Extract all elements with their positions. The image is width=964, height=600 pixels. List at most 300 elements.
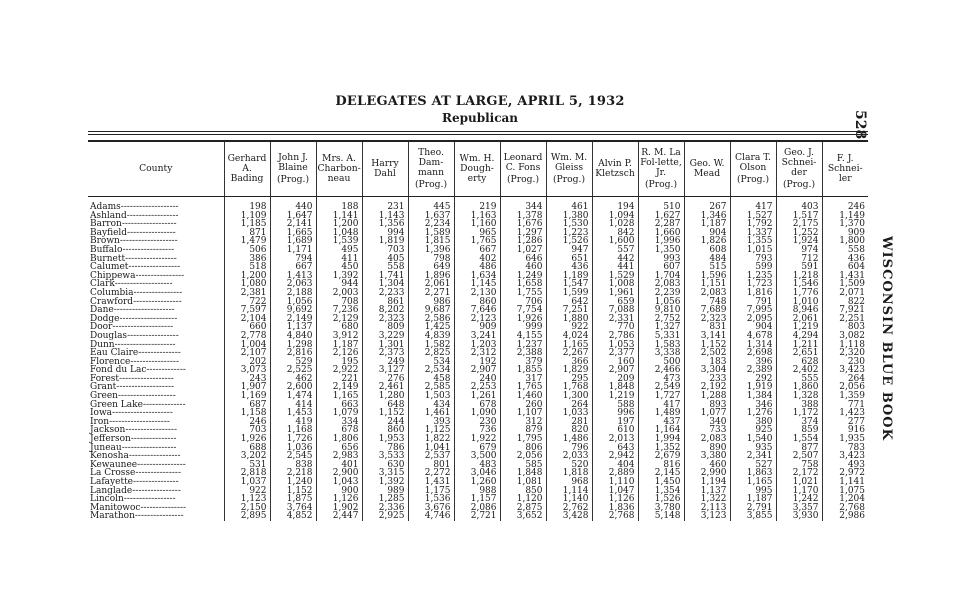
vote-count-cell: 520: [546, 461, 592, 470]
vote-count-cell: 610: [592, 426, 638, 435]
vote-count-cell: 1,107: [500, 409, 546, 418]
vote-count-cell: 994: [362, 229, 408, 238]
vote-count-cell: 4,024: [546, 332, 592, 341]
vote-count-cell: 1,237: [500, 341, 546, 350]
vote-count-cell: 1,795: [500, 435, 546, 444]
vote-count-cell: 1,627: [638, 212, 684, 221]
vote-count-cell: 8,946: [776, 306, 822, 315]
dot-leader: -----------------: [122, 244, 175, 255]
vote-count-cell: 3,123: [684, 512, 730, 521]
vote-count-cell: 1,503: [408, 392, 454, 401]
vote-count-cell: 974: [776, 246, 822, 255]
vote-count-cell: 493: [822, 461, 868, 470]
vote-count-cell: 2,907: [592, 366, 638, 375]
vote-count-cell: 7,597: [224, 306, 270, 315]
vote-count-cell: 230: [822, 358, 868, 367]
vote-count-cell: 221: [316, 375, 362, 384]
vote-count-cell: 861: [362, 298, 408, 307]
vote-count-cell: 4,678: [730, 332, 776, 341]
vote-count-cell: 2,778: [224, 332, 270, 341]
vote-count-cell: 419: [270, 418, 316, 427]
county-label: Adams: [90, 202, 121, 212]
vote-count-cell: 2,585: [408, 383, 454, 392]
vote-count-cell: 2,762: [546, 504, 592, 513]
vote-count-cell: 1,600: [592, 237, 638, 246]
vote-count-cell: 2,907: [454, 366, 500, 375]
vote-count-cell: 1,474: [270, 392, 316, 401]
vote-count-cell: 1,815: [408, 237, 454, 246]
vote-count-cell: 1,689: [270, 237, 316, 246]
county-label: Dodge: [90, 313, 120, 324]
dot-leader: -------------------: [120, 202, 179, 212]
vote-count-cell: 1,077: [684, 409, 730, 418]
vote-count-cell: 1,187: [730, 495, 776, 504]
vote-count-cell: 604: [822, 263, 868, 272]
county-label: La Crosse: [90, 468, 136, 479]
vote-count-cell: 442: [592, 255, 638, 264]
vote-count-cell: 2,104: [224, 315, 270, 324]
candidate-name: Mrs. A. Charbon-neau: [317, 153, 361, 184]
county-label: Calumet: [90, 262, 129, 273]
county-label: Columbia: [90, 287, 134, 298]
vote-count-cell: 708: [316, 298, 362, 307]
candidate-party-note: (Prog.): [506, 174, 540, 185]
vote-count-cell: 4,839: [408, 332, 454, 341]
vote-count-cell: 2,126: [316, 349, 362, 358]
county-label: Marathon: [90, 511, 135, 522]
vote-count-cell: 1,314: [730, 341, 776, 350]
vote-count-cell: 1,219: [592, 392, 638, 401]
vote-count-cell: 608: [684, 246, 730, 255]
vote-count-cell: 1,033: [546, 409, 592, 418]
vote-count-cell: 947: [546, 246, 592, 255]
vote-count-cell: 2,373: [362, 349, 408, 358]
county-label: Bayfield: [90, 227, 128, 238]
vote-count-cell: 893: [684, 401, 730, 410]
vote-count-cell: 1,145: [454, 280, 500, 289]
vote-count-cell: 1,509: [822, 280, 868, 289]
vote-count-cell: 1,140: [546, 495, 592, 504]
county-label: Door: [90, 322, 113, 333]
vote-count-cell: 838: [270, 461, 316, 470]
county-label: Ashland: [90, 210, 127, 221]
table-row: [88, 255, 868, 264]
vote-count-cell: 1,352: [638, 444, 684, 453]
vote-count-cell: 292: [730, 375, 776, 384]
vote-count-cell: 3,428: [546, 512, 592, 521]
table-row: [88, 409, 868, 418]
vote-count-cell: 2,818: [224, 469, 270, 478]
vote-count-cell: 993: [638, 255, 684, 264]
table-row: [88, 349, 868, 358]
vote-count-cell: 859: [776, 426, 822, 435]
vote-count-cell: 999: [500, 323, 546, 332]
vote-count-cell: 585: [500, 461, 546, 470]
county-label: Fond du Lac: [90, 365, 147, 376]
vote-count-cell: 1,172: [776, 409, 822, 418]
dot-leader: --------------: [142, 399, 186, 410]
top-rule: [88, 131, 868, 132]
dot-leader: -----------------: [125, 253, 177, 264]
vote-count-cell: 1,529: [592, 272, 638, 281]
vote-count-cell: 366: [546, 358, 592, 367]
vote-count-cell: 486: [454, 263, 500, 272]
vote-count-cell: 1,152: [684, 341, 730, 350]
vote-count-cell: 1,902: [316, 504, 362, 513]
vote-count-cell: 2,175: [776, 220, 822, 229]
vote-count-cell: 1,126: [592, 495, 638, 504]
dot-leader: ---------------: [135, 468, 181, 479]
vote-count-cell: 249: [362, 358, 408, 367]
vote-count-cell: 2,188: [270, 289, 316, 298]
vote-count-cell: 660: [224, 323, 270, 332]
vote-count-cell: 806: [500, 444, 546, 453]
vote-count-cell: 922: [224, 487, 270, 496]
vote-count-cell: 194: [592, 197, 638, 212]
vote-count-cell: 2,791: [730, 504, 776, 513]
vote-count-cell: 1,211: [776, 341, 822, 350]
vote-count-cell: 2,768: [822, 504, 868, 513]
vote-count-cell: 1,392: [362, 478, 408, 487]
vote-count-cell: 2,721: [454, 512, 500, 521]
vote-count-cell: 2,925: [362, 512, 408, 521]
top-rule-2: [88, 134, 868, 135]
vote-count-cell: 651: [546, 255, 592, 264]
vote-count-cell: 7,921: [822, 306, 868, 315]
vote-count-cell: 986: [408, 298, 454, 307]
table-row: [88, 246, 868, 255]
vote-count-cell: 770: [592, 323, 638, 332]
vote-count-cell: 1,489: [638, 409, 684, 418]
county-label: Dane: [90, 305, 114, 316]
vote-count-cell: 678: [316, 426, 362, 435]
vote-count-cell: 1,041: [408, 444, 454, 453]
vote-count-cell: 1,327: [638, 323, 684, 332]
county-name: [88, 197, 224, 212]
vote-count-cell: 935: [730, 444, 776, 453]
vote-count-cell: 1,075: [822, 487, 868, 496]
vote-count-cell: 965: [454, 229, 500, 238]
vote-count-cell: 1,924: [776, 237, 822, 246]
vote-count-cell: 1,765: [454, 237, 500, 246]
vote-count-cell: 1,776: [776, 289, 822, 298]
vote-count-cell: 1,165: [546, 341, 592, 350]
candidate-name: F. J. Schnei-ler: [827, 153, 863, 184]
results-table: [88, 140, 868, 548]
candidate-name: Clara T. Olson: [735, 152, 771, 173]
candidate-column-header: [500, 141, 546, 197]
table-row: [88, 452, 868, 461]
vote-count-cell: 1,152: [362, 409, 408, 418]
vote-count-cell: 703: [362, 246, 408, 255]
county-label: Iowa: [90, 408, 113, 419]
vote-count-cell: 4,155: [500, 332, 546, 341]
vote-count-cell: 1,028: [592, 220, 638, 229]
vote-count-cell: 1,647: [270, 212, 316, 221]
vote-count-cell: 2,698: [730, 349, 776, 358]
vote-count-cell: 2,130: [454, 289, 500, 298]
vote-count-cell: 1,137: [270, 323, 316, 332]
page-subtitle: Republican: [441, 111, 519, 125]
county-label: Kenosha: [90, 451, 129, 462]
vote-count-cell: 1,359: [822, 392, 868, 401]
county-name: [88, 512, 224, 521]
vote-count-cell: 3,912: [316, 332, 362, 341]
vote-count-cell: 1,090: [454, 409, 500, 418]
vote-count-cell: 607: [638, 263, 684, 272]
vote-count-cell: 1,431: [822, 272, 868, 281]
vote-count-cell: 3,202: [224, 452, 270, 461]
vote-count-cell: 441: [592, 263, 638, 272]
county-label: Brown: [90, 236, 120, 247]
vote-count-cell: 281: [546, 418, 592, 427]
table-row: [88, 197, 868, 212]
vote-count-cell: 340: [684, 418, 730, 427]
vote-count-cell: 160: [592, 358, 638, 367]
vote-count-cell: 500: [638, 358, 684, 367]
candidate-column-header: [776, 141, 822, 197]
vote-count-cell: 3,046: [454, 469, 500, 478]
vote-count-cell: 1,848: [592, 383, 638, 392]
vote-count-cell: 703: [224, 426, 270, 435]
county-label: Burnett: [90, 253, 126, 264]
vote-count-cell: 1,114: [546, 487, 592, 496]
vote-count-cell: 667: [454, 246, 500, 255]
vote-count-cell: 860: [362, 426, 408, 435]
vote-count-cell: 663: [316, 401, 362, 410]
vote-count-cell: 2,253: [454, 383, 500, 392]
dot-leader: ------------------: [121, 442, 177, 453]
vote-count-cell: 295: [546, 375, 592, 384]
vote-count-cell: 1,015: [730, 246, 776, 255]
table-row: [88, 435, 868, 444]
vote-count-cell: 2,056: [500, 452, 546, 461]
vote-count-cell: 2,320: [822, 349, 868, 358]
county-label: Juneau: [90, 442, 122, 453]
vote-count-cell: 5,148: [638, 512, 684, 521]
vote-count-cell: 1,187: [316, 341, 362, 350]
vote-count-cell: 1,356: [362, 220, 408, 229]
vote-count-cell: 2,287: [638, 220, 684, 229]
vote-count-cell: 2,825: [408, 349, 454, 358]
vote-count-cell: 1,285: [362, 495, 408, 504]
vote-count-cell: 527: [730, 461, 776, 470]
vote-count-cell: 7,646: [454, 306, 500, 315]
candidate-column-header: [638, 141, 684, 197]
vote-count-cell: 1,080: [224, 280, 270, 289]
vote-count-cell: 1,926: [224, 435, 270, 444]
vote-count-cell: 1,479: [224, 237, 270, 246]
vote-count-cell: 1,726: [270, 435, 316, 444]
vote-count-cell: 1,322: [684, 495, 730, 504]
vote-count-cell: 1,141: [316, 212, 362, 221]
vote-count-cell: 871: [224, 229, 270, 238]
candidate-column-header: [408, 141, 454, 197]
vote-count-cell: 1,526: [546, 237, 592, 246]
candidate-party-note: (Prog.): [644, 179, 678, 190]
vote-count-cell: 414: [270, 401, 316, 410]
county-label: Lincoln: [90, 494, 124, 505]
candidate-column-header: [316, 141, 362, 197]
vote-count-cell: 2,149: [270, 315, 316, 324]
vote-count-cell: 1,354: [638, 487, 684, 496]
vote-count-cell: 2,534: [408, 366, 454, 375]
vote-count-cell: 1,185: [224, 220, 270, 229]
candidate-name: John J. Blaine: [278, 152, 308, 173]
vote-count-cell: 1,021: [776, 478, 822, 487]
vote-count-cell: 588: [592, 401, 638, 410]
vote-count-cell: 1,200: [224, 272, 270, 281]
vote-count-cell: 667: [270, 263, 316, 272]
vote-count-cell: 9,810: [638, 306, 684, 315]
vote-count-cell: 1,848: [500, 469, 546, 478]
vote-count-cell: 1,163: [454, 212, 500, 221]
vote-count-cell: 2,323: [362, 315, 408, 324]
vote-count-cell: 393: [408, 418, 454, 427]
vote-count-cell: 2,071: [822, 289, 868, 298]
vote-count-cell: 1,875: [270, 495, 316, 504]
vote-count-cell: 404: [592, 461, 638, 470]
vote-count-cell: 317: [500, 375, 546, 384]
vote-count-cell: 2,150: [224, 504, 270, 513]
vote-count-cell: 473: [638, 375, 684, 384]
vote-count-cell: 2,172: [776, 469, 822, 478]
dot-leader: --------------------: [113, 305, 175, 316]
candidate-name: Geo. W. Mead: [689, 158, 725, 179]
vote-count-cell: 2,377: [592, 349, 638, 358]
county-label: Douglas: [90, 330, 128, 341]
vote-count-cell: 495: [316, 246, 362, 255]
vote-count-cell: 1,547: [546, 280, 592, 289]
vote-count-cell: 1,819: [362, 237, 408, 246]
vote-count-cell: 944: [316, 280, 362, 289]
dot-leader: -------------------: [117, 391, 176, 402]
vote-count-cell: 809: [362, 323, 408, 332]
vote-count-cell: 916: [822, 426, 868, 435]
vote-count-cell: 1,165: [730, 478, 776, 487]
vote-count-cell: 4,852: [270, 512, 316, 521]
vote-count-cell: 2,986: [822, 512, 868, 521]
vote-count-cell: 506: [224, 246, 270, 255]
dot-leader: -----------------: [127, 330, 179, 341]
vote-count-cell: 968: [546, 478, 592, 487]
vote-count-cell: 267: [684, 197, 730, 212]
candidate-name: Wm. H. Dough-erty: [459, 153, 495, 184]
vote-count-cell: 460: [500, 263, 546, 272]
vote-count-cell: 1,926: [500, 315, 546, 324]
vote-count-cell: 1,658: [500, 280, 546, 289]
dot-leader: -------------------: [119, 313, 178, 324]
vote-count-cell: 1,599: [546, 289, 592, 298]
vote-count-cell: 209: [592, 375, 638, 384]
vote-count-cell: 1,517: [776, 212, 822, 221]
dot-leader: ----------------: [127, 227, 176, 238]
vote-count-cell: 461: [546, 197, 592, 212]
vote-count-cell: 1,396: [408, 246, 454, 255]
vote-count-cell: 2,990: [684, 469, 730, 478]
dot-leader: -----------------: [128, 451, 181, 462]
vote-count-cell: 678: [454, 401, 500, 410]
vote-count-cell: 748: [684, 298, 730, 307]
vote-count-cell: 2,402: [776, 366, 822, 375]
dot-leader: ------------------: [121, 219, 177, 230]
vote-count-cell: 9,687: [408, 306, 454, 315]
dot-leader: ----------------: [132, 485, 181, 496]
vote-count-cell: 3,127: [362, 366, 408, 375]
candidate-column-header: [730, 141, 776, 197]
dot-leader: --------------------: [112, 408, 173, 419]
county-label: Grant: [90, 382, 117, 393]
vote-count-cell: 798: [408, 255, 454, 264]
vote-count-cell: 396: [730, 358, 776, 367]
vote-count-cell: 3,930: [776, 512, 822, 521]
dot-leader: -----------------: [128, 262, 181, 273]
vote-count-cell: 1,536: [408, 495, 454, 504]
vote-count-cell: 3,073: [224, 366, 270, 375]
vote-count-cell: 2,107: [224, 349, 270, 358]
dot-leader: -------------: [146, 365, 186, 376]
vote-count-cell: 2,679: [638, 452, 684, 461]
vote-count-cell: 1,053: [592, 341, 638, 350]
vote-count-cell: 515: [684, 263, 730, 272]
vote-count-cell: 820: [546, 426, 592, 435]
vote-count-cell: 1,768: [546, 383, 592, 392]
vote-count-cell: 3,082: [822, 332, 868, 341]
dot-leader: ---------------: [133, 477, 179, 487]
candidate-name: Leonard C. Fons: [503, 152, 543, 173]
vote-count-cell: 1,152: [270, 487, 316, 496]
vote-count-cell: 3,304: [684, 366, 730, 375]
candidate-name: Harry Dahl: [371, 158, 399, 179]
running-head: WISCONSIN BLUE BOOK: [879, 236, 894, 441]
vote-count-cell: 1,149: [822, 212, 868, 221]
vote-count-cell: 1,829: [546, 366, 592, 375]
vote-count-cell: 2,123: [454, 315, 500, 324]
candidate-column-header: [454, 141, 500, 197]
vote-count-cell: 1,286: [500, 237, 546, 246]
vote-count-cell: 195: [316, 358, 362, 367]
vote-count-cell: 1,546: [776, 280, 822, 289]
candidate-column-header: [224, 141, 270, 197]
vote-count-cell: 558: [822, 246, 868, 255]
vote-count-cell: 518: [224, 263, 270, 272]
vote-count-cell: 796: [546, 444, 592, 453]
vote-count-cell: 3,500: [454, 452, 500, 461]
vote-count-cell: 2,239: [638, 289, 684, 298]
vote-count-cell: 2,083: [638, 280, 684, 289]
candidate-column-header: [362, 141, 408, 197]
vote-count-cell: 1,079: [316, 409, 362, 418]
vote-count-cell: 2,381: [224, 289, 270, 298]
vote-count-cell: 188: [316, 197, 362, 212]
table-row: [88, 512, 868, 521]
vote-count-cell: 1,110: [592, 478, 638, 487]
vote-count-cell: 402: [454, 255, 500, 264]
vote-count-cell: 1,486: [546, 435, 592, 444]
vote-count-cell: 2,768: [592, 512, 638, 521]
vote-count-cell: 1,158: [224, 409, 270, 418]
vote-count-cell: 803: [822, 323, 868, 332]
vote-count-cell: 462: [270, 375, 316, 384]
vote-count-cell: 557: [592, 246, 638, 255]
vote-count-cell: 3,229: [362, 332, 408, 341]
vote-count-cell: 2,507: [776, 452, 822, 461]
vote-count-cell: 264: [822, 375, 868, 384]
vote-count-cell: 1,304: [362, 280, 408, 289]
dot-leader: --------------------: [109, 416, 170, 427]
vote-count-cell: 3,241: [454, 332, 500, 341]
vote-count-cell: 900: [316, 487, 362, 496]
